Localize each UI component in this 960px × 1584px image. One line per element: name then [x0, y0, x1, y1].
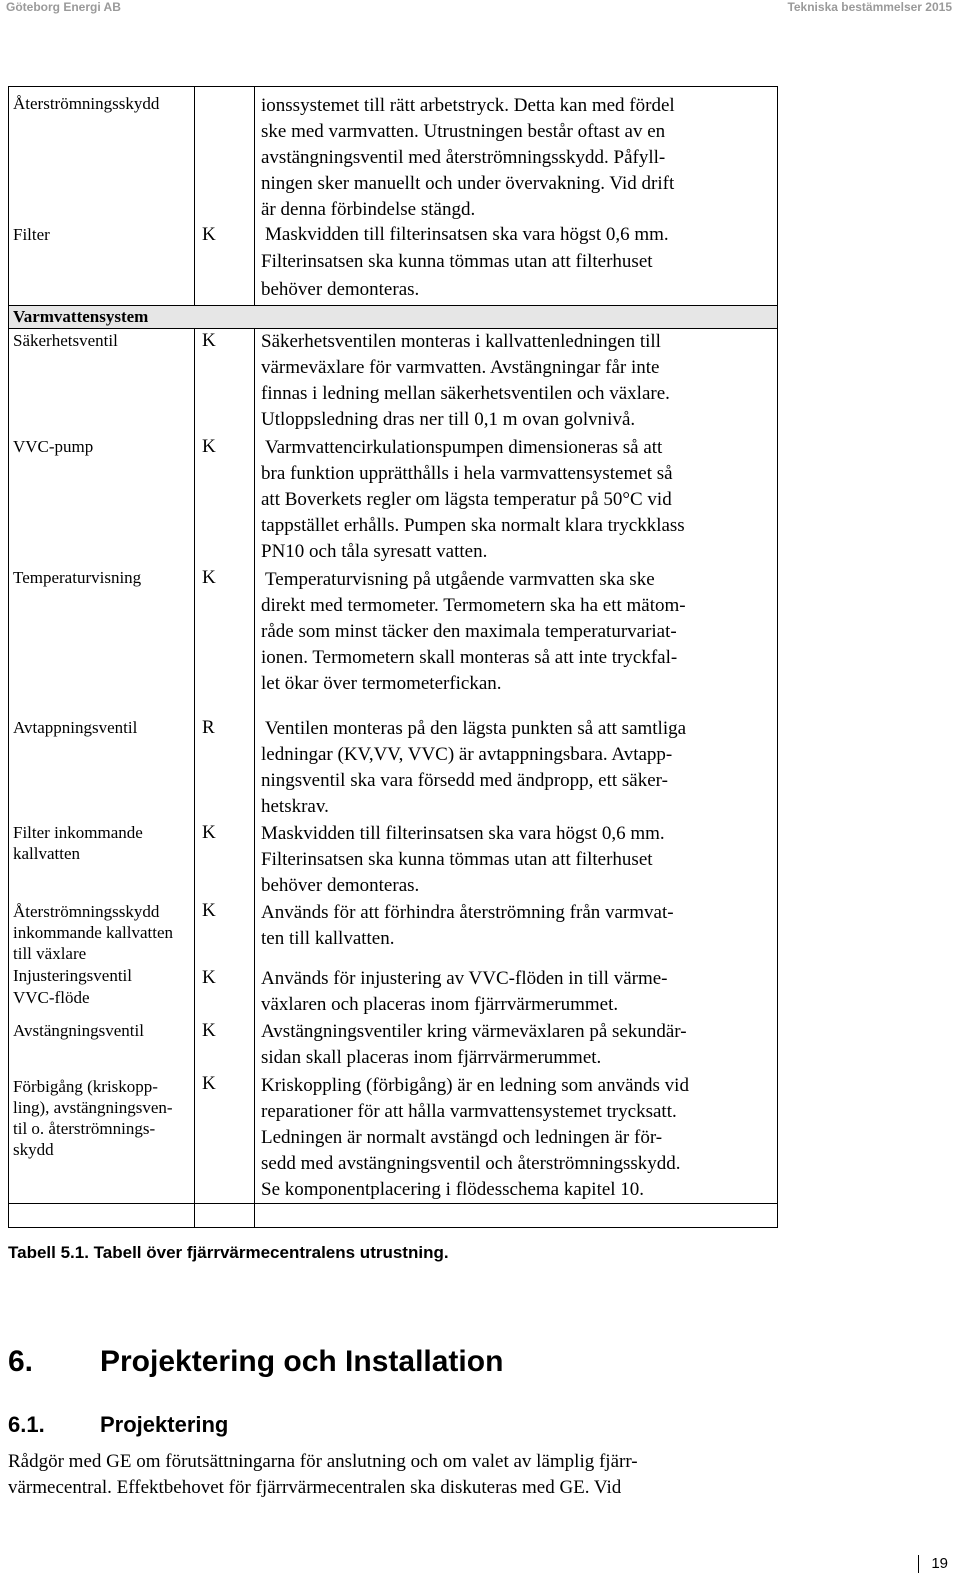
row-desc-line: råde som minst täcker den maximala temperaturvariat- — [261, 621, 677, 642]
row-name-line: ling), avstängningsven- — [13, 1098, 173, 1117]
row-code: K — [202, 1020, 216, 1041]
row-desc-line: Maskvidden till filterinsatsen ska vara högst 0,6 mm. — [265, 224, 669, 245]
row-desc-line: avstängningsventil med återströmningsskydd. Påfyll- — [261, 147, 666, 168]
row-desc-line: PN10 och tåla syresatt vatten. — [261, 541, 488, 562]
row-code: K — [202, 967, 216, 988]
row-desc-line: Filterinsatsen ska kunna tömmas utan att filterhuset — [261, 849, 653, 870]
row-name-line: inkommande kallvatten — [13, 923, 174, 942]
row-name-line: till växlare — [13, 944, 87, 963]
page-number: 19 — [918, 1555, 948, 1573]
row-code: K — [202, 330, 216, 351]
row-code: R — [202, 717, 215, 738]
section-title: Projektering — [100, 1412, 229, 1437]
row-name: Filter — [13, 225, 50, 244]
row-desc-line: tappstället erhålls. Pumpen ska normalt klara tryckklass — [261, 515, 685, 536]
row-code: K — [202, 436, 216, 457]
equipment-table — [8, 86, 778, 1228]
row-name-line: Återströmningsskydd — [13, 902, 160, 921]
row-desc-line: sidan skall placeras inom fjärrvärmerummet. — [261, 1047, 602, 1068]
row-desc-line: är denna förbindelse stängd. — [261, 199, 476, 220]
body-line: värmecentral. Effektbehovet för fjärrvärmecentralen ska diskuteras med GE. Vid — [8, 1477, 622, 1498]
row-name: Avtappningsventil — [13, 718, 138, 737]
chapter-heading — [8, 1345, 503, 1379]
row-desc-line: Används för injustering av VVC-flöden in till värme- — [261, 968, 668, 989]
row-desc-line: Temperaturvisning på utgående varmvatten ska ske — [265, 569, 655, 590]
row-code: K — [202, 567, 216, 588]
row-desc-line: Maskvidden till filterinsatsen ska vara högst 0,6 mm. — [261, 823, 665, 844]
row-code: K — [202, 224, 216, 245]
chapter-number: 6. — [8, 1345, 34, 1378]
row-desc-line: behöver demonteras. — [261, 279, 420, 300]
row-desc-line: ningen sker manuellt och under övervakning. Vid drift — [261, 173, 675, 194]
header-company: Göteborg Energi AB — [6, 0, 121, 14]
row-desc-line: Filterinsatsen ska kunna tömmas utan att filterhuset — [261, 251, 653, 272]
row-name: Återströmningsskydd — [13, 94, 160, 113]
row-desc-line: direkt med termometer. Termometern ska ha ett mätom- — [261, 595, 686, 616]
row-desc-line: hetskrav. — [261, 796, 329, 817]
row-name-line: kallvatten — [13, 844, 81, 863]
column-divider — [194, 87, 195, 1227]
row-name-line: til o. återströmnings- — [13, 1119, 156, 1138]
table-caption: Tabell 5.1. Tabell över fjärrvärmecentralens utrustning. — [8, 1243, 449, 1262]
section-band-mask — [192, 306, 257, 328]
row-name-line: Förbigång (kriskopp- — [13, 1077, 158, 1096]
row-desc-line: Ventilen monteras på den lägsta punkten så att samtliga — [265, 718, 687, 739]
row-code: K — [202, 1073, 216, 1094]
column-divider — [254, 87, 255, 1227]
row-desc-line: ledningar (KV,VV, VVC) är avtappningsbara. Avtapp- — [261, 744, 673, 765]
row-desc-line: Se komponentplacering i flödesschema kapitel 10. — [261, 1179, 645, 1200]
row-desc-line: Säkerhetsventilen monteras i kallvattenledningen till — [261, 331, 661, 352]
page-header — [0, 0, 960, 14]
row-desc-line: ionssystemet till rätt arbetstryck. Detta kan med fördel — [261, 95, 675, 116]
row-desc-line: ningsventil ska vara försedd med ändpropp, ett säker- — [261, 770, 668, 791]
row-desc-line: ionen. Termometern skall monteras så att inte tryckfal- — [261, 647, 678, 668]
row-desc-line: ten till kallvatten. — [261, 928, 395, 949]
row-code: K — [202, 822, 216, 843]
section-title: Varmvattensystem — [13, 307, 149, 326]
row-desc-line: ske med varmvatten. Utrustningen består oftast av en — [261, 121, 666, 142]
row-name-line: skydd — [13, 1140, 54, 1159]
row-desc-line: reparationer för att hålla varmvattensystemet trycksatt. — [261, 1101, 677, 1122]
body-line: Rådgör med GE om förutsättningarna för anslutning och om valet av lämplig fjärr- — [8, 1451, 638, 1472]
row-desc-line: sedd med avstängningsventil och återströmningsskydd. — [261, 1153, 681, 1174]
row-desc-line: let ökar över termometerfickan. — [261, 673, 502, 694]
row-desc-line: bra funktion upprätthålls i hela varmvattensystemet så — [261, 463, 673, 484]
row-desc-line: Används för att förhindra återströmning från varmvat- — [261, 902, 674, 923]
row-name-line: Injusteringsventil — [13, 966, 132, 985]
row-name: VVC-pump — [13, 437, 94, 456]
row-desc-line: Utloppsledning dras ner till 0,1 m ovan golvnivå. — [261, 409, 636, 430]
row-code: K — [202, 900, 216, 921]
row-name: Säkerhetsventil — [13, 331, 118, 350]
row-desc-line: Kriskoppling (förbigång) är en ledning som används vid — [261, 1075, 689, 1096]
row-desc-line: Ledningen är normalt avstängd och ledningen är för- — [261, 1127, 663, 1148]
row-name-line: Filter inkommande — [13, 823, 143, 842]
row-desc-line: Varmvattencirkulationspumpen dimensioneras så att — [265, 437, 663, 458]
row-name-line: VVC-flöde — [13, 988, 90, 1007]
row-desc-line: att Boverkets regler om lägsta temperatur på 50°C vid — [261, 489, 672, 510]
row-desc-line: växlaren och placeras inom fjärrvärmerummet. — [261, 994, 619, 1015]
row-desc-line: finnas i ledning mellan säkerhetsventilen och växlare. — [261, 383, 670, 404]
header-document-title: Tekniska bestämmelser 2015 — [787, 0, 952, 14]
row-desc-line: behöver demonteras. — [261, 875, 420, 896]
section-number: 6.1. — [8, 1412, 45, 1437]
body-paragraph — [8, 1449, 808, 1501]
row-desc-line: värmeväxlare för varmvatten. Avstängningar får inte — [261, 357, 660, 378]
section-heading — [8, 1412, 228, 1438]
table-divider — [9, 1203, 777, 1204]
row-name: Temperaturvisning — [13, 568, 142, 587]
row-desc-line: Avstängningsventiler kring värmeväxlaren på sekundär- — [261, 1021, 687, 1042]
row-name: Avstängningsventil — [13, 1021, 144, 1040]
chapter-title: Projektering och Installation — [100, 1345, 504, 1378]
